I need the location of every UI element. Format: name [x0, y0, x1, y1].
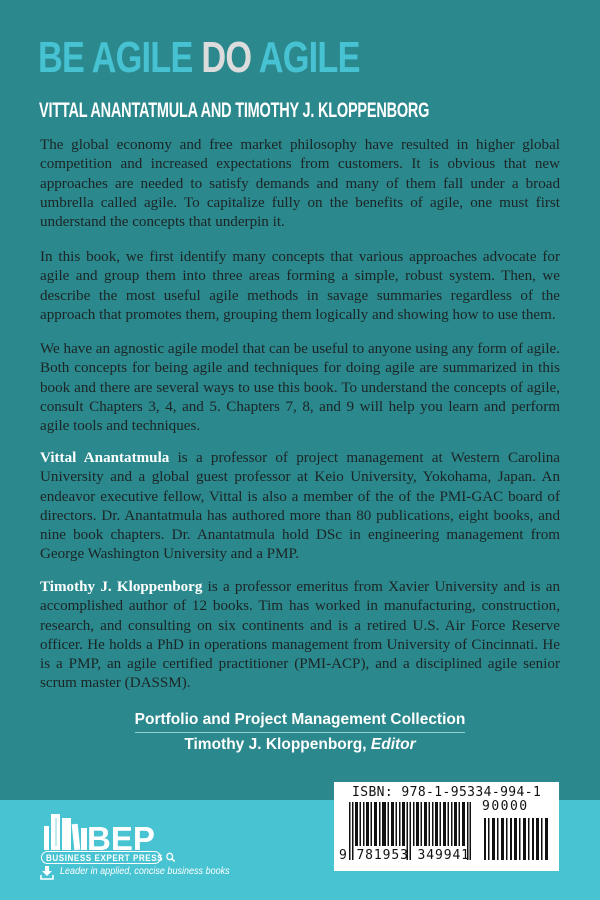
isbn-barcode — [334, 782, 559, 871]
author-bio-kloppenborg — [40, 578, 560, 694]
bio-text: is a professor emeritus from Xavier University and is an accomplished author of 12 books. Tim has worked in manufacturing, construction, research, and consulting on six continents and is a retired U.S. Air Force Reserve officer. He holds a PhD in operations management from University of Cincinnati. He is a PMP, an agile certified practitioner (PMI-ACP), and a disciplined agile senior scrum master (DASSM). — [40, 579, 560, 692]
download-icon — [40, 866, 54, 880]
publisher-name — [46, 852, 176, 864]
editor-role: Editor — [370, 736, 416, 753]
svg-text:BEP: BEP — [87, 820, 155, 857]
price-barcode-bars — [484, 818, 550, 860]
description-paragraph-1: The global economy and free market philosophy have resulted in higher global competition and increased expectations from customers. It is obvious that new approaches are needed to satisfy demands and many of them fall under a broad umbrella called agile. To capitalize fully on the benefits of agile, one must first understand the concepts that underpin it. — [40, 137, 560, 231]
series-collection — [0, 710, 600, 755]
publisher-tagline: Leader in applied, concise business books — [60, 865, 230, 877]
editor-name: Timothy J. Kloppenborg, — [184, 736, 371, 753]
description-paragraph-3: We have an agnostic agile model that can be useful to anyone using any form of agile. Both concepts for being agile and techniques for doing agile are summarized in this book and there are several ways to use this book. To understand the concepts of agile, consult Chapters 3, 4, and 5. Chapters 7, 8, and 9 will help you learn and perform agile tools and techniques. — [40, 341, 560, 435]
bio-text: is a professor of project management at Western Carolina University and a global guest professor at Keio University, Yokohama, Japan. An endeavor executive fellow, Vittal is also a member of the of the PMI-GAC board of directors. Dr. Anantatmula has authored more than 80 publications, eight books, and nine book chapters. Dr. Anantatmula hold DSc in engineering management from George Washington University and a PMP. — [40, 450, 561, 563]
title-do: DO — [201, 33, 252, 82]
price-code: 90000 — [482, 799, 529, 814]
bio-name: Timothy J. Kloppenborg — [40, 579, 203, 595]
ean-digits: 9 781953 349941 — [339, 848, 470, 863]
title-agile: AGILE — [251, 33, 360, 82]
search-icon — [166, 852, 176, 862]
description-paragraph-2: In this book, we first identify many concepts that various approaches advocate for agile and group them into three areas forming a simple, robust system. Then, we describe the most useful agile methods in savage summaries regardless of the approach that promotes them, grouping them logically and showing how to use them. — [40, 249, 560, 323]
book-title — [38, 34, 360, 82]
collection-title: Portfolio and Project Management Collection — [135, 710, 466, 733]
collection-editor — [0, 735, 600, 755]
bio-name: Vittal Anantatmula — [40, 450, 170, 466]
author-bio-anantatmula — [40, 449, 560, 565]
title-be-agile: BE AGILE — [38, 33, 202, 82]
publisher-name-text: BUSINESS EXPERT PRESS — [46, 853, 164, 863]
author-line: VITTAL ANANTATMULA AND TIMOTHY J. KLOPPENBORG — [39, 99, 430, 122]
isbn-label: ISBN: 978-1-95334-994-1 — [352, 785, 542, 800]
